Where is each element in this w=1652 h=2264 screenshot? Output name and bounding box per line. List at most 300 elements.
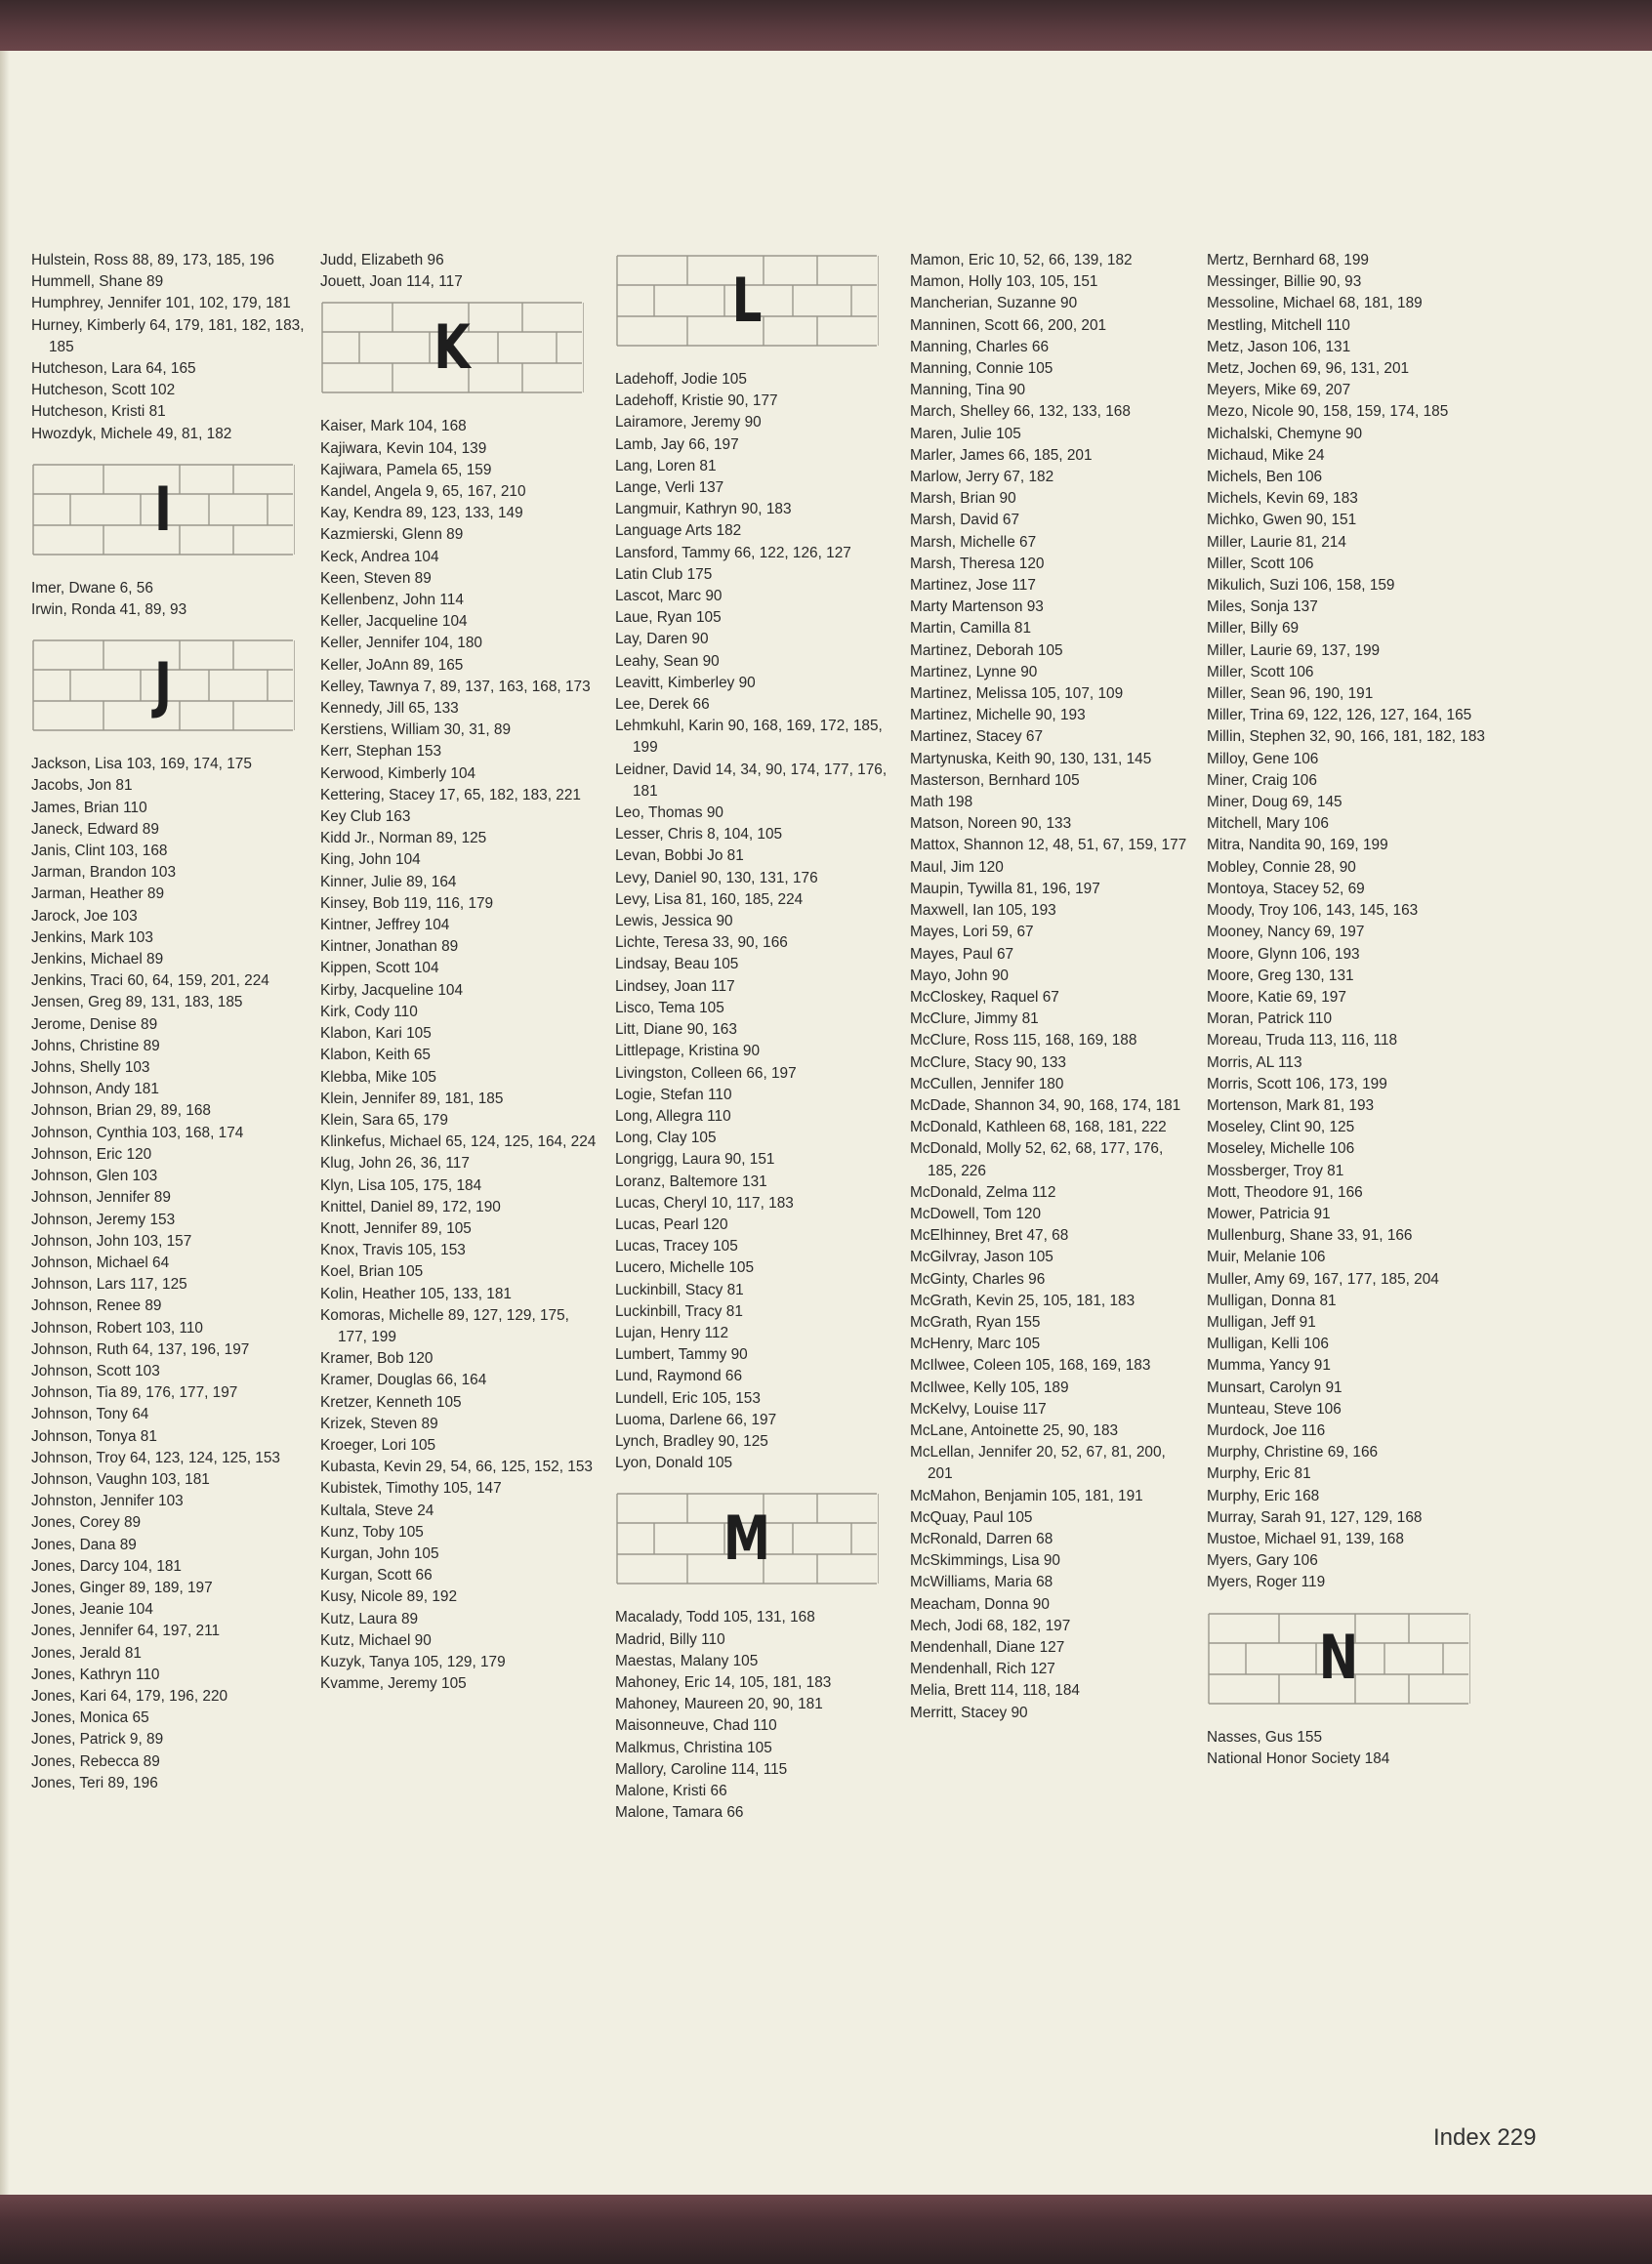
index-entry: Lindsay, Beau 105 — [615, 956, 739, 973]
index-entry: McClure, Ross 115, 168, 169, 188 — [910, 1032, 1137, 1050]
index-entry: Luckinbill, Tracy 81 — [615, 1302, 743, 1320]
index-entry: Latin Club 175 — [615, 565, 713, 583]
index-entry: Mulligan, Jeff 91 — [1207, 1313, 1316, 1331]
index-entry: McHenry, Marc 105 — [910, 1336, 1041, 1353]
index-column-5 — [1207, 250, 1485, 1770]
index-entry: Jarman, Brandon 103 — [31, 864, 177, 882]
index-entry: Marsh, Michelle 67 — [910, 533, 1037, 551]
index-entry: Malone, Kristi 66 — [615, 1782, 727, 1799]
index-entry: Math 198 — [910, 794, 973, 811]
index-entry: Levy, Lisa 81, 160, 185, 224 — [615, 890, 804, 908]
entry-list — [910, 250, 1188, 1724]
index-entry: Johnson, Scott 103 — [31, 1362, 160, 1379]
index-entry: Komoras, Michelle 89, 127, 129, 175, 177, 199 — [320, 1306, 569, 1345]
index-entry: Jones, Kathryn 110 — [31, 1666, 160, 1683]
index-entry: Kandel, Angela 9, 65, 167, 210 — [320, 483, 526, 501]
index-entry: Kurgan, Scott 66 — [320, 1567, 433, 1585]
index-entry: Myers, Roger 119 — [1207, 1574, 1326, 1591]
entry-list — [31, 250, 310, 445]
index-entry: Moore, Greg 130, 131 — [1207, 967, 1354, 984]
index-entry: Long, Clay 105 — [615, 1130, 717, 1147]
index-entry: Jenkins, Mark 103 — [31, 928, 153, 946]
index-entry: Mezo, Nicole 90, 158, 159, 174, 185 — [1207, 403, 1449, 421]
index-entry: Lange, Verli 137 — [615, 479, 724, 497]
letter-divider-l — [615, 252, 879, 350]
index-entry: Janeck, Edward 89 — [31, 820, 159, 838]
index-entry: Lujan, Henry 112 — [615, 1324, 729, 1341]
entry-list — [320, 416, 599, 1695]
index-entry: Moore, Glynn 106, 193 — [1207, 945, 1360, 963]
index-entry: Millin, Stephen 32, 90, 166, 181, 182, 183 — [1207, 728, 1485, 746]
index-entry: Johns, Christine 89 — [31, 1037, 160, 1054]
index-entry: Jones, Corey 89 — [31, 1514, 142, 1532]
index-entry: Malone, Tamara 66 — [615, 1804, 744, 1822]
index-entry: Moran, Patrick 110 — [1207, 1010, 1333, 1028]
index-entry: Kvamme, Jeremy 105 — [320, 1675, 467, 1693]
index-entry: Morris, Scott 106, 173, 199 — [1207, 1075, 1387, 1092]
index-entry: Kretzer, Kenneth 105 — [320, 1393, 462, 1411]
index-entry: Kerwood, Kimberly 104 — [320, 764, 476, 782]
index-entry: Miller, Trina 69, 122, 126, 127, 164, 165 — [1207, 707, 1472, 724]
index-entry: Moseley, Clint 90, 125 — [1207, 1119, 1355, 1136]
index-entry: Mortenson, Mark 81, 193 — [1207, 1096, 1375, 1114]
index-entry: Jones, Rebecca 89 — [31, 1752, 160, 1770]
index-entry: Marsh, David 67 — [910, 512, 1020, 529]
index-entry: Miles, Sonja 137 — [1207, 598, 1318, 616]
index-entry: Kirby, Jacqueline 104 — [320, 981, 464, 999]
index-entry: Johnson, Cynthia 103, 168, 174 — [31, 1124, 244, 1141]
index-entry: Myers, Gary 106 — [1207, 1552, 1318, 1570]
index-entry: Miller, Laurie 81, 214 — [1207, 533, 1346, 551]
index-entry: Lamb, Jay 66, 197 — [615, 435, 739, 453]
index-entry: Jensen, Greg 89, 131, 183, 185 — [31, 994, 243, 1011]
entry-list — [31, 754, 310, 1794]
index-entry: Lewis, Jessica 90 — [615, 913, 733, 930]
index-entry: Levy, Daniel 90, 130, 131, 176 — [615, 869, 818, 886]
index-entry: Moody, Troy 106, 143, 145, 163 — [1207, 902, 1419, 920]
top-binding-band — [0, 0, 1652, 51]
index-entry: Leidner, David 14, 34, 90, 174, 177, 176, 181 — [615, 761, 888, 800]
index-column-2 — [320, 250, 599, 1695]
index-entry: Johnson, Glen 103 — [31, 1168, 158, 1185]
index-entry: Knittel, Daniel 89, 172, 190 — [320, 1198, 501, 1215]
index-entry: Kippen, Scott 104 — [320, 960, 439, 977]
index-entry: Lyon, Donald 105 — [615, 1455, 733, 1472]
index-entry: Keller, JoAnn 89, 165 — [320, 656, 464, 674]
index-entry: Jacobs, Jon 81 — [31, 777, 133, 795]
index-entry: Klyn, Lisa 105, 175, 184 — [320, 1176, 482, 1194]
index-entry: Martinez, Jose 117 — [910, 577, 1036, 595]
index-entry: Klebba, Mike 105 — [320, 1068, 436, 1086]
index-entry: McWilliams, Maria 68 — [910, 1574, 1053, 1591]
index-entry: Humphrey, Jennifer 101, 102, 179, 181 — [31, 295, 291, 312]
index-entry: Leahy, Sean 90 — [615, 652, 720, 670]
index-entry: Murdock, Joe 116 — [1207, 1421, 1326, 1439]
index-entry: Klinkefus, Michael 65, 124, 125, 164, 224 — [320, 1133, 597, 1151]
index-entry: Koel, Brian 105 — [320, 1263, 424, 1281]
index-entry: Lucas, Pearl 120 — [615, 1215, 728, 1233]
letter-divider-n — [1207, 1610, 1470, 1708]
index-entry: James, Brian 110 — [31, 799, 147, 816]
index-entry: Keck, Andrea 104 — [320, 548, 439, 565]
index-entry: Lairamore, Jeremy 90 — [615, 414, 762, 432]
index-entry: Johnson, Tia 89, 176, 177, 197 — [31, 1384, 238, 1402]
index-entry: Messoline, Michael 68, 181, 189 — [1207, 295, 1423, 312]
index-entry: Kramer, Douglas 66, 164 — [320, 1372, 487, 1389]
index-entry: Macalady, Todd 105, 131, 168 — [615, 1609, 815, 1626]
index-entry: Klein, Sara 65, 179 — [320, 1111, 448, 1129]
index-entry: Klabon, Keith 65 — [320, 1047, 431, 1064]
index-entry: Kusy, Nicole 89, 192 — [320, 1588, 458, 1606]
entry-list — [615, 369, 893, 1474]
index-entry: McRonald, Darren 68 — [910, 1530, 1053, 1547]
index-entry: Klug, John 26, 36, 117 — [320, 1155, 470, 1173]
index-entry: Luoma, Darlene 66, 197 — [615, 1411, 777, 1428]
letter-divider-j — [31, 637, 295, 734]
index-entry: Lumbert, Tammy 90 — [615, 1346, 748, 1364]
index-entry: McClure, Jimmy 81 — [910, 1010, 1039, 1028]
index-entry: Miner, Craig 106 — [1207, 771, 1317, 789]
index-entry: Jones, Monica 65 — [31, 1709, 149, 1727]
index-entry: Lichte, Teresa 33, 90, 166 — [615, 934, 788, 952]
index-entry: Moore, Katie 69, 197 — [1207, 988, 1346, 1006]
index-entry: Mustoe, Michael 91, 139, 168 — [1207, 1530, 1404, 1547]
index-entry: Johnson, Robert 103, 110 — [31, 1319, 203, 1337]
index-entry: Kuzyk, Tanya 105, 129, 179 — [320, 1653, 506, 1670]
index-column-4 — [910, 250, 1188, 1724]
index-entry: Kramer, Bob 120 — [320, 1350, 434, 1368]
index-entry: Kinsey, Bob 119, 116, 179 — [320, 894, 494, 912]
index-entry: Metz, Jochen 69, 96, 131, 201 — [1207, 360, 1410, 378]
index-entry: Manning, Charles 66 — [910, 338, 1050, 355]
index-entry: Jones, Dana 89 — [31, 1536, 137, 1553]
letter-heading: L — [731, 264, 763, 336]
index-entry: Meacham, Donna 90 — [910, 1595, 1050, 1613]
index-entry: Hwozdyk, Michele 49, 81, 182 — [31, 425, 232, 442]
index-entry: Mooney, Nancy 69, 197 — [1207, 924, 1365, 941]
index-entry: Mendenhall, Rich 127 — [910, 1661, 1055, 1678]
index-entry: Montoya, Stacey 52, 69 — [1207, 880, 1365, 897]
index-entry: Murphy, Eric 81 — [1207, 1465, 1311, 1483]
index-entry: Lehmkuhl, Karin 90, 168, 169, 172, 185, 199 — [615, 718, 883, 757]
index-entry: Johnson, Vaughn 103, 181 — [31, 1470, 210, 1488]
index-entry: Morris, AL 113 — [1207, 1053, 1302, 1071]
index-entry: Jenkins, Traci 60, 64, 159, 201, 224 — [31, 972, 269, 990]
index-entry: Hurney, Kimberly 64, 179, 181, 182, 183, 185 — [31, 316, 305, 355]
index-entry: Johnson, Brian 29, 89, 168 — [31, 1102, 211, 1120]
letter-heading: M — [723, 1502, 771, 1575]
index-entry: Johnson, Jennifer 89 — [31, 1189, 171, 1207]
index-entry: March, Shelley 66, 132, 133, 168 — [910, 403, 1131, 421]
index-entry: Hutcheson, Scott 102 — [31, 382, 176, 399]
index-entry: Ladehoff, Jodie 105 — [615, 371, 747, 388]
index-entry: Miller, Laurie 69, 137, 199 — [1207, 641, 1381, 659]
index-entry: Murray, Sarah 91, 127, 129, 168 — [1207, 1508, 1423, 1526]
index-entry: Johnson, Michael 64 — [31, 1254, 170, 1271]
index-entry: Mertz, Bernhard 68, 199 — [1207, 252, 1369, 268]
index-entry: Kintner, Jonathan 89 — [320, 938, 459, 956]
index-entry: Nasses, Gus 155 — [1207, 1728, 1323, 1746]
index-entry: Johnson, John 103, 157 — [31, 1232, 192, 1250]
index-entry: Kettering, Stacey 17, 65, 182, 183, 221 — [320, 786, 581, 803]
entry-list — [1207, 1727, 1485, 1770]
index-entry: Maupin, Tywilla 81, 196, 197 — [910, 880, 1100, 897]
index-entry: Maestas, Malany 105 — [615, 1652, 759, 1669]
index-entry: Jarman, Heather 89 — [31, 885, 165, 903]
index-entry: Melia, Brett 114, 118, 184 — [910, 1682, 1080, 1700]
index-entry: Johnson, Tony 64 — [31, 1406, 149, 1423]
index-entry: McClure, Stacy 90, 133 — [910, 1053, 1066, 1071]
index-entry: Marsh, Brian 90 — [910, 490, 1016, 508]
index-entry: McIlwee, Kelly 105, 189 — [910, 1379, 1069, 1396]
index-entry: Martynuska, Keith 90, 130, 131, 145 — [910, 750, 1152, 767]
index-entry: Mumma, Yancy 91 — [1207, 1357, 1331, 1375]
index-entry: Mattox, Shannon 12, 48, 51, 67, 159, 177 — [910, 837, 1187, 854]
index-entry: Key Club 163 — [320, 808, 411, 826]
index-entry: Johnson, Jeremy 153 — [31, 1211, 176, 1228]
index-entry: Loranz, Baltemore 131 — [615, 1173, 767, 1190]
index-entry: Marlow, Jerry 67, 182 — [910, 469, 1054, 486]
index-entry: Kirk, Cody 110 — [320, 1003, 418, 1020]
index-entry: Michels, Ben 106 — [1207, 469, 1323, 486]
index-entry: Jones, Jerald 81 — [31, 1644, 142, 1662]
index-entry: Johnson, Andy 181 — [31, 1081, 159, 1098]
index-entry: Johnson, Renee 89 — [31, 1297, 162, 1315]
index-entry: McKelvy, Louise 117 — [910, 1400, 1047, 1418]
index-entry: Messinger, Billie 90, 93 — [1207, 273, 1362, 291]
index-entry: Jones, Darcy 104, 181 — [31, 1557, 182, 1575]
index-entry: Laue, Ryan 105 — [615, 609, 722, 627]
index-entry: Kubistek, Timothy 105, 147 — [320, 1480, 502, 1498]
index-entry: Irwin, Ronda 41, 89, 93 — [31, 601, 187, 619]
index-entry: Meyers, Mike 69, 207 — [1207, 382, 1351, 399]
index-entry: Kajiwara, Kevin 104, 139 — [320, 439, 487, 457]
index-entry: Kay, Kendra 89, 123, 133, 149 — [320, 505, 523, 522]
entry-list — [31, 578, 310, 621]
index-entry: Kennedy, Jill 65, 133 — [320, 700, 459, 718]
index-entry: Madrid, Billy 110 — [615, 1630, 725, 1648]
index-entry: McGrath, Kevin 25, 105, 181, 183 — [910, 1292, 1136, 1309]
index-entry: Munsart, Carolyn 91 — [1207, 1379, 1342, 1396]
index-entry: Knox, Travis 105, 153 — [320, 1242, 466, 1259]
entry-list — [320, 250, 599, 293]
index-entry: Martinez, Stacey 67 — [910, 728, 1044, 746]
index-entry: Mendenhall, Diane 127 — [910, 1639, 1065, 1656]
index-entry: Littlepage, Kristina 90 — [615, 1043, 761, 1060]
index-entry: Hummell, Shane 89 — [31, 273, 164, 291]
index-entry: Mancherian, Suzanne 90 — [910, 295, 1078, 312]
index-entry: Kaiser, Mark 104, 168 — [320, 418, 467, 435]
index-entry: Long, Allegra 110 — [615, 1107, 731, 1125]
entry-list — [1207, 250, 1485, 1594]
index-entry: National Honor Society 184 — [1207, 1749, 1390, 1767]
index-entry: Jouett, Joan 114, 117 — [320, 273, 463, 291]
index-entry: Kinner, Julie 89, 164 — [320, 873, 457, 890]
index-entry: Livingston, Colleen 66, 197 — [615, 1064, 797, 1082]
index-entry: Jones, Jeanie 104 — [31, 1601, 153, 1619]
index-entry: Maren, Julie 105 — [910, 425, 1021, 442]
index-entry: Masterson, Bernhard 105 — [910, 771, 1080, 789]
index-entry: Mossberger, Troy 81 — [1207, 1162, 1344, 1179]
index-entry: McMahon, Benjamin 105, 181, 191 — [910, 1487, 1143, 1504]
index-entry: Lindsey, Joan 117 — [615, 977, 735, 995]
index-entry: McLane, Antoinette 25, 90, 183 — [910, 1421, 1119, 1439]
index-entry: Maisonneuve, Chad 110 — [615, 1717, 777, 1735]
index-entry: McGrath, Ryan 155 — [910, 1313, 1041, 1331]
index-entry: Michels, Kevin 69, 183 — [1207, 490, 1358, 508]
index-entry: Johns, Shelly 103 — [31, 1059, 150, 1077]
index-entry: Miller, Sean 96, 190, 191 — [1207, 685, 1374, 703]
index-entry: Leo, Thomas 90 — [615, 804, 723, 822]
index-entry: Kelley, Tawnya 7, 89, 137, 163, 168, 173 — [320, 678, 591, 695]
index-entry: Jenkins, Michael 89 — [31, 951, 164, 968]
index-entry: McCullen, Jennifer 180 — [910, 1075, 1064, 1092]
index-entry: Marty Martenson 93 — [910, 598, 1044, 616]
index-entry: Kolin, Heather 105, 133, 181 — [320, 1285, 512, 1302]
index-entry: Mitchell, Mary 106 — [1207, 815, 1329, 833]
index-entry: Metz, Jason 106, 131 — [1207, 338, 1351, 355]
letter-heading: K — [434, 311, 471, 384]
index-entry: Johnston, Jennifer 103 — [31, 1493, 184, 1510]
index-entry: Hulstein, Ross 88, 89, 173, 185, 196 — [31, 252, 274, 268]
index-entry: Kellenbenz, John 114 — [320, 592, 464, 609]
entry-list — [615, 1607, 893, 1824]
index-entry: Logie, Stefan 110 — [615, 1086, 732, 1103]
index-entry: McElhinney, Bret 47, 68 — [910, 1227, 1069, 1245]
letter-divider-k — [320, 299, 584, 396]
index-entry: McQuay, Paul 105 — [910, 1508, 1033, 1526]
index-entry: Miller, Billy 69 — [1207, 620, 1300, 638]
index-entry: Mulligan, Donna 81 — [1207, 1292, 1337, 1309]
index-entry: Mamon, Holly 103, 105, 151 — [910, 273, 1098, 291]
letter-heading: J — [153, 649, 172, 721]
index-entry: Mayes, Lori 59, 67 — [910, 924, 1034, 941]
index-entry: Jackson, Lisa 103, 169, 174, 175 — [31, 756, 252, 773]
index-entry: Jones, Patrick 9, 89 — [31, 1731, 164, 1749]
index-entry: Litt, Diane 90, 163 — [615, 1021, 737, 1039]
index-entry: Longrigg, Laura 90, 151 — [615, 1151, 775, 1169]
letter-divider-i — [31, 461, 295, 558]
index-entry: Mahoney, Maureen 20, 90, 181 — [615, 1696, 823, 1713]
index-entry: McGinty, Charles 96 — [910, 1270, 1046, 1288]
index-entry: Langmuir, Kathryn 90, 183 — [615, 501, 792, 518]
index-entry: Lundell, Eric 105, 153 — [615, 1389, 761, 1407]
index-entry: Kurgan, John 105 — [320, 1544, 439, 1562]
index-entry: Kroeger, Lori 105 — [320, 1436, 436, 1454]
index-entry: Johnson, Lars 117, 125 — [31, 1276, 187, 1294]
index-entry: Miner, Doug 69, 145 — [1207, 794, 1342, 811]
index-entry: Michalski, Chemyne 90 — [1207, 425, 1363, 442]
index-entry: Lansford, Tammy 66, 122, 126, 127 — [615, 544, 851, 561]
index-entry: Martinez, Melissa 105, 107, 109 — [910, 685, 1124, 703]
index-entry: Lascot, Marc 90 — [615, 588, 723, 605]
index-entry: Kerstiens, William 30, 31, 89 — [320, 721, 512, 739]
index-entry: Murphy, Christine 69, 166 — [1207, 1444, 1379, 1461]
page-folio: Index 229 — [1433, 2124, 1537, 2151]
index-entry: Kultala, Steve 24 — [320, 1502, 434, 1519]
index-entry: Leavitt, Kimberley 90 — [615, 674, 756, 691]
index-entry: Kutz, Michael 90 — [320, 1631, 432, 1649]
index-entry: Jones, Teri 89, 196 — [31, 1774, 158, 1791]
index-entry: Krizek, Steven 89 — [320, 1415, 438, 1432]
index-entry: Jones, Ginger 89, 189, 197 — [31, 1579, 213, 1596]
index-entry: Moseley, Michelle 106 — [1207, 1140, 1355, 1158]
index-entry: Maul, Jim 120 — [910, 858, 1004, 876]
index-entry: Michko, Gwen 90, 151 — [1207, 512, 1357, 529]
index-entry: McCloskey, Raquel 67 — [910, 988, 1059, 1006]
index-entry: Miller, Scott 106 — [1207, 663, 1314, 680]
index-entry: Lynch, Bradley 90, 125 — [615, 1432, 768, 1450]
index-entry: Kajiwara, Pamela 65, 159 — [320, 461, 492, 478]
index-entry: McDonald, Zelma 112 — [910, 1183, 1056, 1201]
index-entry: Lisco, Tema 105 — [615, 999, 724, 1016]
index-entry: Martin, Camilla 81 — [910, 620, 1032, 638]
index-entry: Janis, Clint 103, 168 — [31, 843, 168, 860]
index-entry: Mestling, Mitchell 110 — [1207, 316, 1350, 334]
index-column-3 — [615, 250, 893, 1824]
index-entry: Mott, Theodore 91, 166 — [1207, 1183, 1363, 1201]
page-edge-shadow — [0, 51, 10, 2195]
index-entry: Knott, Jennifer 89, 105 — [320, 1219, 472, 1237]
index-entry: Mech, Jodi 68, 182, 197 — [910, 1617, 1071, 1634]
index-entry: Miller, Scott 106 — [1207, 555, 1314, 572]
index-entry: McDade, Shannon 34, 90, 168, 174, 181 — [910, 1096, 1181, 1114]
index-entry: Kazmierski, Glenn 89 — [320, 526, 464, 544]
index-entry: Kunz, Toby 105 — [320, 1523, 424, 1541]
index-entry: Klabon, Kari 105 — [320, 1025, 432, 1043]
index-entry: Martinez, Lynne 90 — [910, 663, 1038, 680]
index-entry: Jones, Jennifer 64, 197, 211 — [31, 1623, 221, 1640]
index-entry: Marsh, Theresa 120 — [910, 555, 1045, 572]
index-entry: Mayes, Paul 67 — [910, 945, 1014, 963]
index-entry: Manning, Tina 90 — [910, 382, 1026, 399]
index-entry: Mamon, Eric 10, 52, 66, 139, 182 — [910, 252, 1133, 268]
index-entry: Lang, Loren 81 — [615, 457, 717, 474]
index-entry: Imer, Dwane 6, 56 — [31, 579, 153, 597]
index-entry: Mobley, Connie 28, 90 — [1207, 858, 1356, 876]
index-entry: Manninen, Scott 66, 200, 201 — [910, 316, 1107, 334]
index-entry: Marler, James 66, 185, 201 — [910, 446, 1093, 464]
index-entry: King, John 104 — [320, 851, 421, 869]
index-entry: Hutcheson, Kristi 81 — [31, 403, 166, 421]
index-entry: Kidd Jr., Norman 89, 125 — [320, 830, 487, 847]
index-entry: Hutcheson, Lara 64, 165 — [31, 360, 196, 378]
index-entry: Michaud, Mike 24 — [1207, 446, 1325, 464]
index-entry: McDonald, Kathleen 68, 168, 181, 222 — [910, 1119, 1167, 1136]
index-entry: Kintner, Jeffrey 104 — [320, 917, 450, 934]
index-entry: Lucas, Tracey 105 — [615, 1238, 738, 1255]
index-entry: Lucas, Cheryl 10, 117, 183 — [615, 1194, 794, 1212]
letter-heading: N — [1318, 1622, 1359, 1694]
bottom-binding-band — [0, 2195, 1652, 2264]
index-entry: Lucero, Michelle 105 — [615, 1259, 755, 1277]
index-entry: Language Arts 182 — [615, 522, 742, 540]
index-entry: Kubasta, Kevin 29, 54, 66, 125, 152, 153 — [320, 1459, 593, 1476]
index-entry: Klein, Jennifer 89, 181, 185 — [320, 1090, 504, 1107]
index-entry: Mahoney, Eric 14, 105, 181, 183 — [615, 1673, 832, 1691]
index-entry: Mayo, John 90 — [910, 967, 1009, 984]
index-entry: McDonald, Molly 52, 62, 68, 177, 176, 185, 226 — [910, 1140, 1164, 1179]
index-entry: Mower, Patricia 91 — [1207, 1205, 1331, 1222]
index-entry: Luckinbill, Stacy 81 — [615, 1281, 744, 1298]
index-entry: Murphy, Eric 168 — [1207, 1487, 1320, 1504]
index-entry: Mullenburg, Shane 33, 91, 166 — [1207, 1227, 1413, 1245]
index-entry: Kutz, Laura 89 — [320, 1610, 419, 1627]
index-entry: Martinez, Deborah 105 — [910, 641, 1063, 659]
index-entry: Matson, Noreen 90, 133 — [910, 815, 1072, 833]
index-entry: Keller, Jacqueline 104 — [320, 613, 468, 631]
index-entry: McGilvray, Jason 105 — [910, 1249, 1053, 1266]
